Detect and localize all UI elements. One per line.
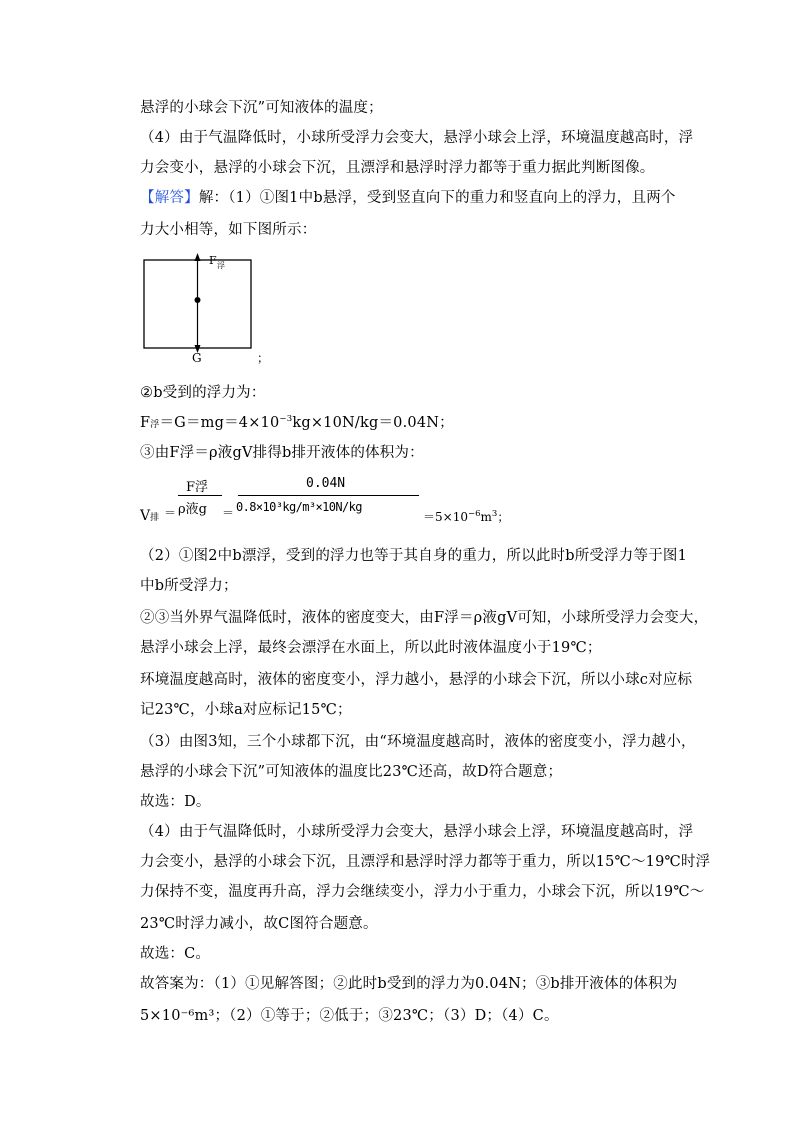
frac2-numerator: 0.04N xyxy=(306,476,346,491)
formula2-eq1: ＝ xyxy=(164,506,177,520)
line-4-text: 解：（1）①图1中b悬浮，受到竖直向下的重力和竖直向上的浮力，且两个 xyxy=(198,190,676,206)
buoyancy-arrow-icon xyxy=(195,253,201,261)
line-1: 悬浮的小球会下沉”可知液体的温度； xyxy=(140,100,383,116)
line-8: ③由F浮＝ρ液gV排得b排开液体的体积为： xyxy=(140,445,424,461)
line-25: 5×10⁻⁶m³；（2）①等于；②低于；③23℃；（3）D；（4）C。 xyxy=(140,1008,559,1024)
formula1-lead-sub: 浮 xyxy=(150,420,160,430)
line-12: ②③当外界气温降低时，液体的密度变大，由F浮＝ρ液gV可知，小球所受浮力会变大， xyxy=(140,610,709,626)
formula2-eq2: ＝ xyxy=(222,506,235,520)
label-gravity: G xyxy=(192,351,202,364)
answer-tag: 【解答】 xyxy=(140,190,199,206)
frac1-numerator: F浮 xyxy=(186,480,209,495)
formula1-text: ＝G＝mg＝4×10 xyxy=(159,415,280,431)
formula-buoyancy xyxy=(140,413,454,435)
frac2-bar xyxy=(238,495,419,496)
formula-volume xyxy=(140,470,700,530)
line-24: 故答案为：（1）①见解答图；②此时b受到的浮力为0.04N；③b排开液体的体积为 xyxy=(140,976,678,992)
frac2-denominator: 0.8×10³kg/m³×10N/kg xyxy=(236,500,362,514)
line-4 xyxy=(140,188,676,208)
frac1-bar xyxy=(178,495,222,496)
line-18: 故选：D。 xyxy=(140,794,211,810)
line-21: 力保持不变，温度再升高，浮力会继续变小，浮力小于重力，小球会下沉，所以19℃～ xyxy=(140,884,705,900)
line-11: 中b所受浮力； xyxy=(140,578,238,594)
line-10: （2）①图2中b漂浮，受到的浮力也等于其自身的重力，所以此时b所受浮力等于图1 xyxy=(140,548,688,564)
formula1-lead: F xyxy=(140,415,151,431)
frac1-denominator: ρ液g xyxy=(178,502,207,517)
formula2-lead: V排 xyxy=(140,508,160,524)
line-14: 环境温度越高时，液体的密度变小，浮力越小，悬浮的小球会下沉，所以小球c对应标 xyxy=(140,672,693,688)
formula2-result: $=5\times 10^{-6}m^3$； xyxy=(423,509,510,524)
line-16: （3）由图3知，三个小球都下沉，由“环境温度越高时，液体的密度变小，浮力越小， xyxy=(140,734,696,750)
ball-icon xyxy=(195,297,201,303)
line-19: （4）由于气温降低时，小球所受浮力会变大，悬浮小球会上浮，环境温度越高时，浮 xyxy=(140,824,694,840)
formula1-exp: −3 xyxy=(279,414,293,425)
line-13: 悬浮小球会上浮，最终会漂浮在水面上，所以此时液体温度小于19℃； xyxy=(140,640,602,656)
line-23: 故选：C。 xyxy=(140,946,211,962)
line-17: 悬浮的小球会下沉”可知液体的温度比23℃还高，故D符合题意； xyxy=(140,764,563,780)
line-22: 23℃时浮力减小，故C图符合题意。 xyxy=(140,916,378,932)
line-15: 记23℃，小球a对应标记15℃； xyxy=(140,702,352,718)
line-3: 力会变小，悬浮的小球会下沉，且漂浮和悬浮时浮力都等于重力据此判断图像。 xyxy=(140,160,655,176)
line-20: 力会变小，悬浮的小球会下沉，且漂浮和悬浮时浮力都等于重力，所以15℃～19℃时浮 xyxy=(140,854,711,870)
force-diagram xyxy=(140,252,270,364)
line-2: （4）由于气温降低时，小球所受浮力会变大，悬浮小球会上浮，环境温度越高时，浮 xyxy=(140,130,694,146)
line-5: 力大小相等，如下图所示： xyxy=(140,222,317,238)
formula1-tail: kg×10N/kg＝0.04N； xyxy=(292,415,454,431)
label-buoyancy-sub: 浮 xyxy=(217,261,225,270)
figure-trailing: ； xyxy=(257,351,270,364)
line-6: ②b受到的浮力为： xyxy=(140,385,266,401)
label-buoyancy: F xyxy=(209,254,217,267)
